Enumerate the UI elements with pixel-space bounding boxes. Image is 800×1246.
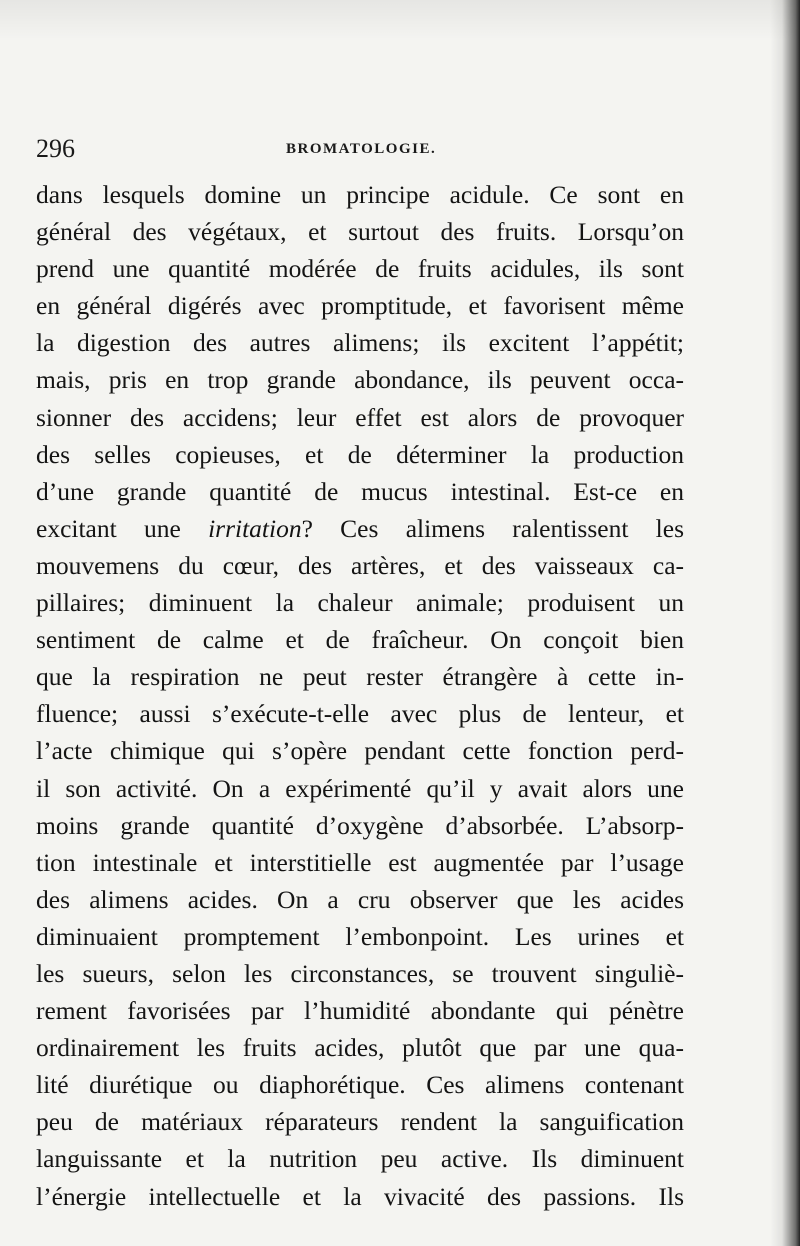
text-line: ordinairement les fruits acides, plutôt que par une qua-	[36, 1033, 684, 1063]
running-head	[36, 134, 686, 170]
body-text	[36, 176, 684, 1215]
text-line: les sueurs, selon les circonstances, se trouvent singuliè-	[36, 958, 684, 988]
text-line: l’acte chimique qui s’opère pendant cette fonction perd-	[36, 736, 684, 766]
text-line: rement favorisées par l’humidité abondante qui pénètre	[36, 996, 684, 1026]
italic-term: irritation	[208, 513, 302, 543]
text-line: prend une quantité modérée de fruits acidules, ils sont	[36, 254, 684, 284]
text-line: en général digérés avec promptitude, et favorisent même	[36, 291, 684, 321]
text-line: général des végétaux, et surtout des fruits. Lorsqu’on	[36, 217, 684, 247]
text-line: que la respiration ne peut rester étrangère à cette in-	[36, 662, 684, 692]
text-line: dans lesquels domine un principe acidule. Ce sont en	[36, 180, 684, 209]
text-line: l’énergie intellectuelle et la vivacité des passions. Ils	[36, 1181, 684, 1211]
text-line: languissante et la nutrition peu active. Ils diminuent	[36, 1144, 684, 1174]
text-line: il son activité. On a expérimenté qu’il y avait alors une	[36, 773, 684, 803]
text-line: sentiment de calme et de fraîcheur. On conçoit bien	[36, 625, 684, 655]
text-line: peu de matériaux réparateurs rendent la sanguification	[36, 1107, 684, 1137]
running-title: BROMATOLOGIE.	[286, 141, 437, 157]
text-line: lité diurétique ou diaphorétique. Ces alimens contenant	[36, 1070, 684, 1100]
text-segment: excitant une	[36, 513, 209, 543]
text-line: des selles copieuses, et de déterminer la production	[36, 439, 684, 469]
page-number: 296	[36, 134, 75, 163]
scan-top-shading	[0, 0, 800, 40]
text-line: la digestion des autres alimens; ils excitent l’appétit;	[36, 328, 684, 358]
text-line: diminuaient promptement l’embonpoint. Les urines et	[36, 921, 684, 951]
text-line: d’une grande quantité de mucus intestinal. Est-ce en	[36, 476, 684, 506]
text-line: des alimens acides. On a cru observer que les acides	[36, 884, 684, 914]
text-line: pillaires; diminuent la chaleur animale; produisent un	[36, 588, 684, 618]
text-line: fluence; aussi s’exécute-t-elle avec plus de lenteur, et	[36, 699, 684, 729]
text-segment: ? Ces alimens ralentissent les	[301, 513, 684, 543]
text-line: mouvemens du cœur, des artères, et des vaisseaux ca-	[36, 550, 684, 580]
text-line-with-italic	[36, 510, 684, 547]
text-line: sionner des accidens; leur effet est alors de provoquer	[36, 402, 684, 432]
text-line: moins grande quantité d’oxygène d’absorbée. L’absorp-	[36, 810, 684, 840]
text-line: mais, pris en trop grande abondance, ils peuvent occa-	[36, 365, 684, 395]
text-line: tion intestinale et interstitielle est augmentée par l’usage	[36, 847, 684, 877]
scan-edge-shadow	[770, 0, 800, 1246]
